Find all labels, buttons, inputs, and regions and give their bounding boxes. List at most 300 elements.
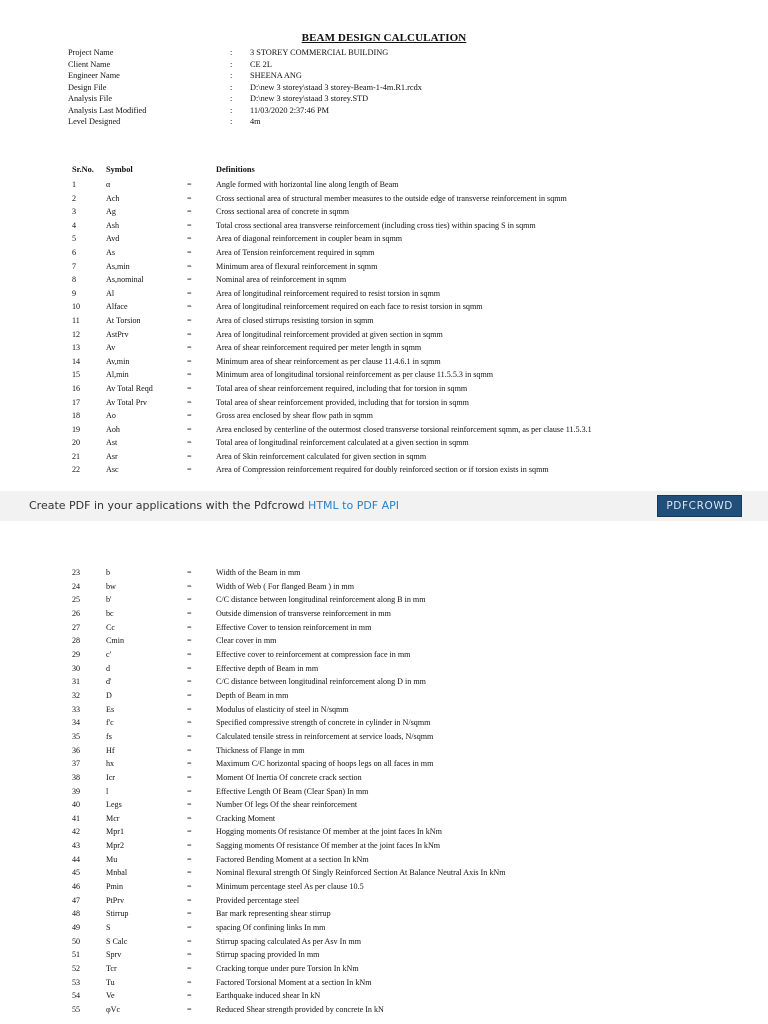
symbol-definition: Calculated tensile stress in reinforcement at service loads, N/sqmm bbox=[216, 731, 434, 741]
symbol-name: b bbox=[106, 568, 111, 577]
symbol-row bbox=[0, 718, 768, 732]
symbol-name: c' bbox=[106, 649, 112, 659]
symbol-definition: Clear cover in mm bbox=[216, 636, 277, 646]
symbol-equals: = bbox=[187, 247, 192, 257]
info-value: 3 STOREY COMMERCIAL BUILDING bbox=[250, 48, 389, 57]
symbol-definition: Area of shear reinforcement required per meter length in sqmm bbox=[216, 343, 422, 353]
symbol-definition: Total area of shear reinforcement required, including that for torsion in sqmm bbox=[216, 383, 468, 393]
symbol-equals: = bbox=[187, 841, 192, 851]
symbol-name: Legs bbox=[106, 800, 122, 810]
symbol-row bbox=[0, 582, 768, 596]
symbol-definition: spacing Of confining links In mm bbox=[216, 923, 326, 933]
symbol-equals: = bbox=[187, 622, 192, 632]
symbol-definition: Effective depth of Beam in mm bbox=[216, 663, 319, 673]
symbol-equals: = bbox=[187, 1005, 192, 1014]
symbol-definition: Width of Web ( For flanged Beam ) in mm bbox=[216, 581, 355, 591]
symbol-definition: Outside dimension of transverse reinforcement in mm bbox=[216, 608, 391, 618]
symbol-equals: = bbox=[187, 964, 192, 974]
symbol-equals: = bbox=[187, 772, 192, 782]
symbol-number: 30 bbox=[72, 663, 81, 673]
symbol-number: 19 bbox=[72, 424, 81, 434]
symbol-number: 27 bbox=[72, 622, 81, 632]
symbol-name: α bbox=[106, 180, 111, 189]
symbol-number: 26 bbox=[72, 608, 81, 618]
symbol-number: 44 bbox=[72, 854, 81, 864]
symbol-definition: Sagging moments Of resistance Of member at the joint faces In kNm bbox=[216, 841, 441, 851]
symbol-definition: Area of longitudinal reinforcement required to resist torsion in sqmm bbox=[216, 288, 441, 298]
symbol-name: Pmin bbox=[106, 882, 124, 892]
symbol-name: Mcr bbox=[106, 813, 120, 823]
symbol-row bbox=[0, 568, 768, 582]
header-srno: Sr.No. bbox=[72, 165, 94, 174]
symbol-definition: Area of Skin reinforcement calculated for given section in sqmm bbox=[216, 451, 427, 461]
symbol-name: Cc bbox=[106, 622, 115, 632]
symbol-equals: = bbox=[187, 636, 192, 646]
symbol-definition: Cracking torque under pure Torsion In kNm bbox=[216, 964, 359, 974]
symbol-number: 41 bbox=[72, 813, 81, 823]
symbol-definition: C/C distance between longitudinal reinforcement along B in mm bbox=[216, 595, 426, 605]
symbol-equals: = bbox=[187, 649, 192, 659]
symbol-row bbox=[0, 343, 768, 357]
symbol-equals: = bbox=[187, 882, 192, 892]
symbol-row bbox=[0, 759, 768, 773]
symbol-number: 45 bbox=[72, 868, 81, 878]
symbol-row bbox=[0, 384, 768, 398]
symbol-name: fs bbox=[106, 731, 112, 741]
symbol-number: 7 bbox=[72, 261, 77, 271]
symbol-definition: Area of longitudinal reinforcement required on each face to resist torsion in sqmm bbox=[216, 302, 483, 312]
header-definitions: Definitions bbox=[216, 165, 255, 174]
symbol-equals: = bbox=[187, 868, 192, 878]
symbol-name: S Calc bbox=[106, 936, 128, 946]
symbol-name: bw bbox=[106, 581, 116, 591]
symbol-number: 28 bbox=[72, 636, 81, 646]
info-label: Engineer Name bbox=[68, 71, 120, 80]
symbol-row bbox=[0, 411, 768, 425]
symbol-definition: Effective Cover to tension reinforcement in mm bbox=[216, 622, 372, 632]
info-separator: : bbox=[230, 105, 233, 115]
symbol-definition: Stirrup spacing calculated As per Asv In mm bbox=[216, 936, 361, 946]
symbol-equals: = bbox=[187, 356, 192, 366]
symbol-equals: = bbox=[187, 411, 192, 421]
symbol-equals: = bbox=[187, 936, 192, 946]
info-label: Client Name bbox=[68, 59, 111, 69]
project-info-row bbox=[68, 59, 422, 71]
info-label: Design File bbox=[68, 82, 107, 92]
symbol-row bbox=[0, 691, 768, 705]
info-separator: : bbox=[230, 94, 233, 103]
symbol-equals: = bbox=[187, 895, 192, 905]
symbol-number: 35 bbox=[72, 731, 81, 741]
symbol-number: 32 bbox=[72, 690, 81, 700]
symbol-name: Ve bbox=[106, 991, 115, 1001]
symbol-row bbox=[0, 248, 768, 262]
symbol-name: l bbox=[106, 786, 109, 796]
symbol-name: Avd bbox=[106, 234, 120, 244]
symbol-equals: = bbox=[187, 465, 192, 475]
symbol-equals: = bbox=[187, 568, 192, 577]
symbol-name: Stirrup bbox=[106, 909, 129, 919]
symbol-row bbox=[0, 937, 768, 951]
symbol-equals: = bbox=[187, 991, 192, 1001]
symbol-definition: Nominal flexural strength Of Singly Reinforced Section At Balance Neutral Axis In kNm bbox=[216, 868, 506, 878]
symbol-name: Sprv bbox=[106, 950, 122, 960]
symbol-equals: = bbox=[187, 383, 192, 393]
project-info-row bbox=[68, 47, 422, 59]
symbol-name: Ao bbox=[106, 411, 116, 421]
info-value: CE 2L bbox=[250, 59, 272, 69]
project-info-row bbox=[68, 105, 422, 117]
symbol-equals: = bbox=[187, 424, 192, 434]
symbol-definition: Total cross sectional area transverse reinforcement (including cross ties) within spacing S in sqmm bbox=[216, 220, 536, 230]
symbol-definition: Effective Length Of Beam (Clear Span) In mm bbox=[216, 786, 369, 796]
symbol-name: Mnbal bbox=[106, 868, 128, 878]
symbol-row bbox=[0, 868, 768, 882]
symbol-number: 46 bbox=[72, 882, 81, 892]
symbol-equals: = bbox=[187, 451, 192, 461]
symbol-row bbox=[0, 636, 768, 650]
symbol-row bbox=[0, 978, 768, 992]
symbol-row bbox=[0, 746, 768, 760]
symbol-equals: = bbox=[187, 950, 192, 960]
symbol-equals: = bbox=[187, 315, 192, 325]
symbol-row bbox=[0, 650, 768, 664]
symbol-name: Ash bbox=[106, 220, 120, 230]
info-value: D:\new 3 storey\staad 3 storey-Beam-1-4m.R1.rcdx bbox=[250, 82, 422, 92]
symbol-definition: Hogging moments Of resistance Of member at the joint faces In kNm bbox=[216, 827, 442, 837]
symbol-definition: Area of diagonal reinforcement in coupler beam in sqmm bbox=[216, 234, 403, 244]
symbol-number: 3 bbox=[72, 207, 77, 217]
symbol-number: 1 bbox=[72, 180, 77, 189]
symbol-name: Mpr1 bbox=[106, 827, 124, 837]
symbol-number: 49 bbox=[72, 923, 81, 933]
symbol-definition: Width of the Beam in mm bbox=[216, 568, 301, 577]
symbol-definition: Nominal area of reinforcement in sqmm bbox=[216, 275, 347, 285]
symbol-number: 2 bbox=[72, 193, 77, 203]
html-to-pdf-api-link[interactable]: HTML to PDF API bbox=[308, 499, 400, 512]
project-info-row bbox=[68, 93, 422, 105]
symbol-equals: = bbox=[187, 288, 192, 298]
symbol-definition: Factored Torsional Moment at a section In kNm bbox=[216, 977, 372, 987]
header-symbol: Symbol bbox=[106, 165, 133, 174]
symbol-equals: = bbox=[187, 786, 192, 796]
info-label: Level Designed bbox=[68, 117, 121, 126]
symbol-row bbox=[0, 194, 768, 208]
symbol-number: 8 bbox=[72, 275, 77, 285]
symbol-equals: = bbox=[187, 234, 192, 244]
symbol-name: hx bbox=[106, 759, 115, 769]
symbols-header bbox=[0, 165, 768, 177]
symbol-number: 25 bbox=[72, 595, 81, 605]
symbol-number: 24 bbox=[72, 581, 81, 591]
symbol-equals: = bbox=[187, 977, 192, 987]
symbol-name: d' bbox=[106, 677, 112, 687]
pdfcrowd-button[interactable]: PDFCROWD bbox=[657, 495, 742, 517]
symbol-equals: = bbox=[187, 677, 192, 687]
symbol-definition: Area of Tension reinforcement required in sqmm bbox=[216, 247, 375, 257]
symbol-name: AstPrv bbox=[106, 329, 129, 339]
symbol-name: bc bbox=[106, 608, 114, 618]
pdfcrowd-banner-text bbox=[29, 499, 399, 512]
symbol-row bbox=[0, 773, 768, 787]
symbol-row bbox=[0, 425, 768, 439]
symbol-equals: = bbox=[187, 595, 192, 605]
symbol-name: Tu bbox=[106, 977, 115, 987]
symbol-number: 33 bbox=[72, 704, 81, 714]
symbol-number: 21 bbox=[72, 451, 81, 461]
symbol-name: Mpr2 bbox=[106, 841, 124, 851]
symbol-name: At Torsion bbox=[106, 315, 141, 325]
symbol-row bbox=[0, 234, 768, 248]
symbol-number: 9 bbox=[72, 288, 77, 298]
symbol-row bbox=[0, 964, 768, 978]
symbol-definition: Total area of longitudinal reinforcement calculated at a given section in sqmm bbox=[216, 438, 469, 448]
info-value: 4m bbox=[250, 117, 261, 126]
symbol-equals: = bbox=[187, 180, 192, 189]
symbol-row bbox=[0, 705, 768, 719]
symbol-name: D bbox=[106, 690, 112, 700]
symbol-number: 22 bbox=[72, 465, 81, 475]
project-info bbox=[68, 47, 422, 128]
symbol-definition: Gross area enclosed by shear flow path in sqmm bbox=[216, 411, 373, 421]
symbol-equals: = bbox=[187, 261, 192, 271]
symbol-row bbox=[0, 609, 768, 623]
symbol-name: As bbox=[106, 247, 115, 257]
symbol-row bbox=[0, 787, 768, 801]
symbol-name: Ast bbox=[106, 438, 118, 448]
symbol-definition: Effective cover to reinforcement at compression face in mm bbox=[216, 649, 411, 659]
symbol-name: b' bbox=[106, 595, 112, 605]
symbol-equals: = bbox=[187, 827, 192, 837]
symbol-equals: = bbox=[187, 813, 192, 823]
symbol-row bbox=[0, 262, 768, 276]
symbol-equals: = bbox=[187, 690, 192, 700]
symbol-equals: = bbox=[187, 718, 192, 728]
symbol-number: 36 bbox=[72, 745, 81, 755]
symbol-row bbox=[0, 207, 768, 221]
symbol-definition: Thickness of Flange in mm bbox=[216, 745, 305, 755]
document-title: BEAM DESIGN CALCULATION bbox=[301, 32, 467, 44]
symbol-equals: = bbox=[187, 438, 192, 448]
symbol-number: 31 bbox=[72, 677, 81, 687]
symbol-row bbox=[0, 1005, 768, 1019]
symbol-name: S bbox=[106, 923, 111, 933]
symbol-number: 50 bbox=[72, 936, 81, 946]
symbol-row bbox=[0, 814, 768, 828]
symbol-name: Av Total Prv bbox=[106, 397, 147, 407]
symbol-definition: Minimum area of shear reinforcement as per clause 11.4.6.1 in sqmm bbox=[216, 356, 441, 366]
symbols-list-page1 bbox=[0, 180, 768, 479]
project-info-row bbox=[68, 116, 422, 128]
symbol-number: 48 bbox=[72, 909, 81, 919]
symbol-number: 52 bbox=[72, 964, 81, 974]
symbol-name: PtPrv bbox=[106, 895, 124, 905]
symbol-row bbox=[0, 827, 768, 841]
symbol-number: 16 bbox=[72, 383, 81, 393]
symbol-equals: = bbox=[187, 397, 192, 407]
symbol-name: Tcr bbox=[106, 964, 117, 974]
symbol-number: 29 bbox=[72, 649, 81, 659]
symbol-number: 20 bbox=[72, 438, 81, 448]
symbol-definition: Minimum area of flexural reinforcement in sqmm bbox=[216, 261, 378, 271]
symbol-number: 15 bbox=[72, 370, 81, 380]
project-info-row bbox=[68, 70, 422, 82]
symbol-name: Mu bbox=[106, 854, 118, 864]
symbol-name: φVc bbox=[106, 1005, 121, 1014]
symbol-definition: Area of Compression reinforcement required for doubly reinforced section or if torsion exists in sqmm bbox=[216, 465, 549, 475]
symbol-definition: Minimum area of longitudinal torsional reinforcement as per clause 11.5.5.3 in sqmm bbox=[216, 370, 494, 380]
info-label: Analysis File bbox=[68, 94, 113, 103]
symbol-definition: Total area of shear reinforcement provided, including that for torsion in sqmm bbox=[216, 397, 469, 407]
symbol-name: d bbox=[106, 663, 111, 673]
symbol-number: 34 bbox=[72, 718, 81, 728]
symbol-row bbox=[0, 370, 768, 384]
symbol-number: 18 bbox=[72, 411, 81, 421]
symbol-number: 23 bbox=[72, 568, 81, 577]
symbol-equals: = bbox=[187, 193, 192, 203]
symbol-equals: = bbox=[187, 731, 192, 741]
symbol-definition: Moment Of Inertia Of concrete crack section bbox=[216, 772, 362, 782]
symbol-definition: Earthquake induced shear In kN bbox=[216, 991, 321, 1001]
symbol-definition: Cross sectional area of structural member measures to the outside edge of transverse reinforcement in sqmm bbox=[216, 193, 567, 203]
symbols-list-page2 bbox=[0, 568, 768, 1019]
symbol-number: 42 bbox=[72, 827, 81, 837]
symbol-number: 38 bbox=[72, 772, 81, 782]
info-value: SHEENA ANG bbox=[250, 71, 302, 80]
symbol-number: 55 bbox=[72, 1005, 81, 1014]
symbol-name: Av,min bbox=[106, 356, 130, 366]
symbol-name: As,nominal bbox=[106, 275, 144, 285]
symbol-number: 4 bbox=[72, 220, 77, 230]
info-separator: : bbox=[230, 59, 233, 69]
pdfcrowd-banner bbox=[0, 491, 768, 521]
symbol-number: 43 bbox=[72, 841, 81, 851]
symbol-row bbox=[0, 289, 768, 303]
symbol-name: Ag bbox=[106, 207, 116, 217]
info-separator: : bbox=[230, 82, 233, 92]
symbol-name: Av Total Reqd bbox=[106, 383, 153, 393]
symbol-definition: Reduced Shear strength provided by concrete In kN bbox=[216, 1005, 384, 1014]
symbol-row bbox=[0, 855, 768, 869]
banner-message: Create PDF in your applications with the Pdfcrowd bbox=[29, 499, 309, 512]
info-separator: : bbox=[230, 117, 233, 126]
symbol-number: 40 bbox=[72, 800, 81, 810]
symbol-name: As,min bbox=[106, 261, 130, 271]
symbol-row bbox=[0, 595, 768, 609]
symbol-number: 54 bbox=[72, 991, 81, 1001]
symbol-definition: Modulus of elasticity of steel in N/sqmm bbox=[216, 704, 349, 714]
symbol-name: Asc bbox=[106, 465, 119, 475]
symbol-equals: = bbox=[187, 370, 192, 380]
symbol-row bbox=[0, 330, 768, 344]
symbol-row bbox=[0, 398, 768, 412]
symbol-number: 14 bbox=[72, 356, 81, 366]
info-label: Project Name bbox=[68, 48, 114, 57]
symbol-name: Al bbox=[106, 288, 115, 298]
symbol-definition: Area of closed stirrups resisting torsion in sqmm bbox=[216, 315, 374, 325]
symbol-number: 17 bbox=[72, 397, 81, 407]
symbol-number: 51 bbox=[72, 950, 81, 960]
info-label: Analysis Last Modified bbox=[68, 105, 147, 115]
symbol-definition: Cross sectional area of concrete in sqmm bbox=[216, 207, 350, 217]
symbol-row bbox=[0, 991, 768, 1005]
symbol-number: 5 bbox=[72, 234, 77, 244]
symbol-definition: Depth of Beam in mm bbox=[216, 690, 289, 700]
symbol-definition: Specified compressive strength of concrete in cylinder in N/sqmm bbox=[216, 718, 431, 728]
symbol-definition: Maximum C/C horizontal spacing of hoops legs on all faces in mm bbox=[216, 759, 434, 769]
symbol-row bbox=[0, 357, 768, 371]
symbol-equals: = bbox=[187, 909, 192, 919]
symbol-number: 11 bbox=[72, 315, 80, 325]
symbol-definition: Angle formed with horizontal line along length of Beam bbox=[216, 180, 399, 189]
symbol-equals: = bbox=[187, 581, 192, 591]
symbol-name: Alface bbox=[106, 302, 128, 312]
info-separator: : bbox=[230, 48, 233, 57]
info-value: 11/03/2020 2:37:46 PM bbox=[250, 105, 329, 115]
symbol-equals: = bbox=[187, 663, 192, 673]
symbol-definition: Factored Bending Moment at a section In kNm bbox=[216, 854, 369, 864]
symbol-number: 47 bbox=[72, 895, 81, 905]
symbol-row bbox=[0, 923, 768, 937]
symbol-number: 10 bbox=[72, 302, 81, 312]
symbol-row bbox=[0, 677, 768, 691]
symbol-equals: = bbox=[187, 207, 192, 217]
symbol-equals: = bbox=[187, 343, 192, 353]
symbol-equals: = bbox=[187, 275, 192, 285]
symbol-row bbox=[0, 302, 768, 316]
symbol-equals: = bbox=[187, 923, 192, 933]
symbol-number: 37 bbox=[72, 759, 81, 769]
symbol-definition: Number Of legs Of the shear reinforcement bbox=[216, 800, 358, 810]
symbol-row bbox=[0, 800, 768, 814]
symbol-number: 13 bbox=[72, 343, 81, 353]
symbol-equals: = bbox=[187, 608, 192, 618]
symbol-number: 6 bbox=[72, 247, 77, 257]
symbol-definition: Area enclosed by centerline of the outermost closed transverse torsional reinforcement sqmm, as per clause 11.5.3.1 bbox=[216, 424, 592, 434]
symbol-equals: = bbox=[187, 704, 192, 714]
symbol-name: Asr bbox=[106, 451, 118, 461]
symbol-equals: = bbox=[187, 302, 192, 312]
symbol-definition: Bar mark representing shear stirrup bbox=[216, 909, 331, 919]
symbol-name: Ach bbox=[106, 193, 120, 203]
info-separator: : bbox=[230, 71, 233, 80]
symbol-row bbox=[0, 882, 768, 896]
symbol-row bbox=[0, 452, 768, 466]
symbol-name: f'c bbox=[106, 718, 114, 728]
symbol-row bbox=[0, 909, 768, 923]
symbol-equals: = bbox=[187, 745, 192, 755]
symbol-row bbox=[0, 438, 768, 452]
symbol-row bbox=[0, 180, 768, 194]
symbol-definition: Minimum percentage steel As per clause 10.5 bbox=[216, 882, 364, 892]
symbol-row bbox=[0, 841, 768, 855]
symbol-name: Es bbox=[106, 704, 115, 714]
symbol-number: 39 bbox=[72, 786, 81, 796]
symbol-number: 53 bbox=[72, 977, 81, 987]
symbol-definition: Provided percentage steel bbox=[216, 895, 300, 905]
symbol-row bbox=[0, 623, 768, 637]
symbol-definition: Stirrup spacing provided In mm bbox=[216, 950, 320, 960]
symbol-definition: Area of longitudinal reinforcement provided at given section in sqmm bbox=[216, 329, 443, 339]
symbol-row bbox=[0, 664, 768, 678]
symbol-row bbox=[0, 950, 768, 964]
symbol-name: Cmin bbox=[106, 636, 124, 646]
symbol-equals: = bbox=[187, 220, 192, 230]
symbol-row bbox=[0, 732, 768, 746]
symbol-row bbox=[0, 316, 768, 330]
symbol-name: Icr bbox=[106, 772, 115, 782]
symbol-equals: = bbox=[187, 854, 192, 864]
